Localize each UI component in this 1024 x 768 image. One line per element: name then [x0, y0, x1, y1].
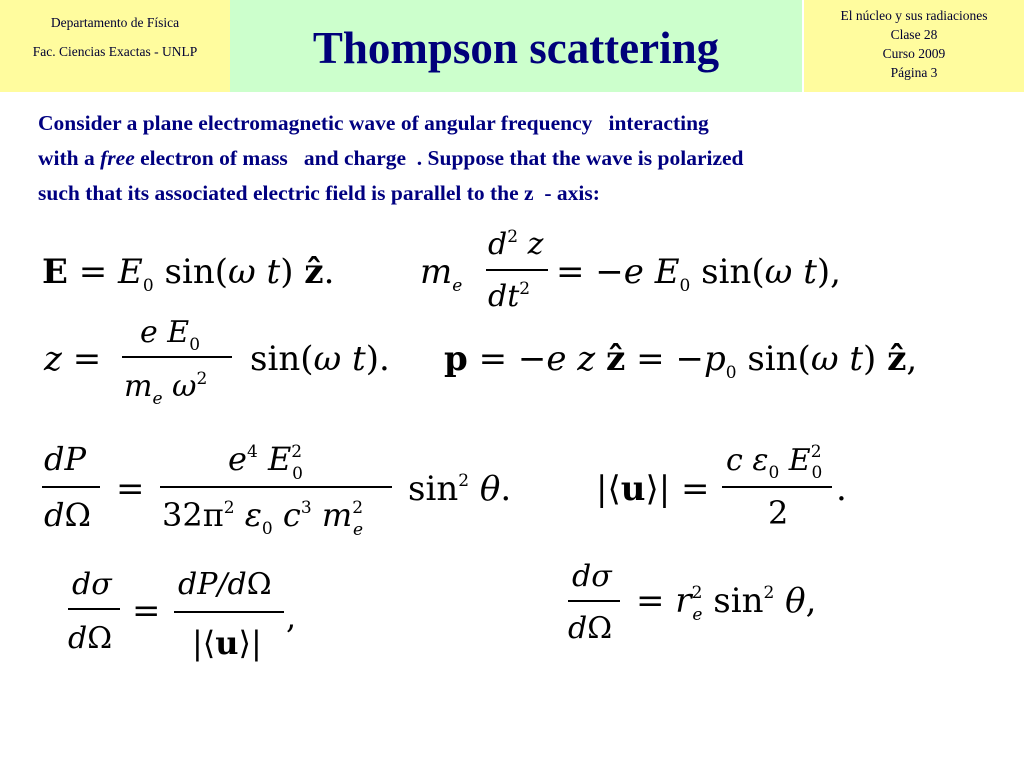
svg-text:p = −e z ẑ = −p0 sin(ω t) ẑ,: p = −e z ẑ = $-p_0$ sin(ω t) ẑ, — [444, 339, 918, 383]
equation-dipole — [444, 339, 917, 383]
svg-text:=: = — [132, 591, 161, 631]
svg-text:= r2e sin2 θ,: = $r^2$ e $\sin^2 \theta$, — [636, 581, 817, 625]
class-number: Clase 28 — [890, 27, 938, 42]
svg-text:dP: dP — [44, 440, 87, 478]
svg-text:dP/dΩ: dP/dΩ — [178, 567, 272, 602]
intro-line-2a: with a — [38, 146, 101, 170]
svg-text:dσ: dσ — [72, 567, 112, 602]
svg-text:me ω2: $m_e$ $\omega^2$ — [124, 369, 208, 409]
svg-text:dt2: $dt^2$ — [488, 279, 531, 314]
equation-energy — [596, 442, 847, 532]
intro-line-1: Consider a plane electromagnetic wave of angular frequency interacting — [38, 111, 709, 135]
svg-text:e4 E20: $e^4$ $E^2$ 0 — [228, 440, 303, 484]
page-number: Página 3 — [890, 65, 938, 80]
course-topic: El núcleo y sus radiaciones — [840, 8, 988, 23]
department-label: Departamento de Física — [50, 15, 180, 30]
svg-text:dΩ: dΩ — [568, 611, 613, 646]
svg-text:E = E0 sin(ω t) ẑ.: $E = E_0$ sin(ω t) ẑ. — [42, 252, 335, 296]
svg-text:sin2 θ.: $\sin^2 \theta$. — [408, 469, 512, 509]
svg-text:e E0: e $E_0$ — [140, 315, 201, 355]
svg-text:2: 2 — [768, 494, 789, 532]
equation-e-field — [42, 252, 334, 296]
equation-position — [43, 315, 390, 409]
intro-line-3: such that its associated electric field is parallel to the z - axis: — [38, 181, 600, 205]
svg-text:dΩ: dΩ — [44, 496, 92, 534]
faculty-label: Fac. Ciencias Exactas - UNLP — [32, 44, 198, 59]
equation-power — [42, 440, 511, 540]
svg-text:d2 z: $d^2$ z — [488, 227, 544, 262]
svg-text:.: . — [836, 469, 847, 509]
course-year: Curso 2009 — [882, 46, 946, 61]
svg-text:dσ: dσ — [572, 559, 612, 594]
svg-text:c ε0 E20: c $\varepsilon_0$ $E^2$ 0 — [726, 442, 823, 483]
intro-free-word: free — [100, 146, 135, 170]
equation-cross-definition — [68, 567, 296, 662]
equation-motion — [420, 227, 841, 314]
svg-text:,: , — [286, 598, 297, 636]
intro-line-2c: electron of mass and charge . Suppose that the wave is polarized — [134, 146, 744, 170]
svg-text:= −e E0 sin(ω t),: = −e $E_0$ sin(ω t), — [556, 252, 841, 296]
svg-text:sin(ω t).: sin(ω t). — [250, 339, 390, 379]
slide-title: Thompson scattering — [312, 23, 720, 73]
svg-text:32π2 ε0 c3 m2e: $32\pi^2$ $\varepsilon_0$ $c^3$ $m^2$ e — [162, 496, 364, 540]
svg-text:=: = — [116, 469, 145, 509]
svg-text:|⟨u⟩| =: |⟨u⟩| = — [596, 469, 710, 509]
equation-cross-result — [568, 559, 816, 646]
svg-text:me: $m_e$ — [420, 252, 463, 296]
svg-text:dΩ: dΩ — [68, 621, 113, 656]
svg-text:z =: z = — [44, 339, 102, 379]
svg-text:|⟨u⟩|: |⟨u⟩| — [192, 624, 262, 662]
